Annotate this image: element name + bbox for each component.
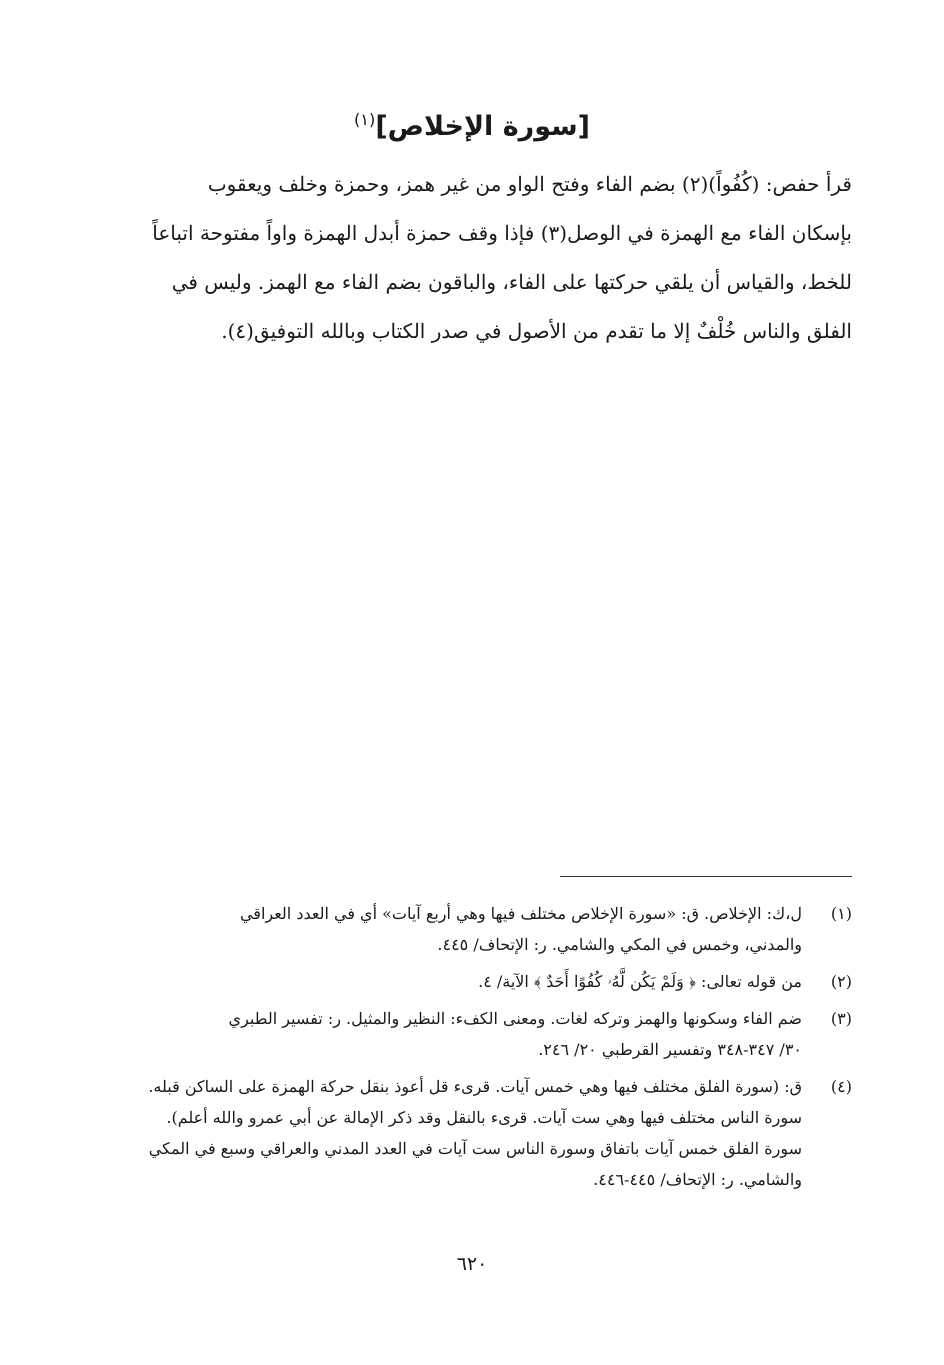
footnote-line: ٣٠/ ٣٤٧-٣٤٨ وتفسير القرطبي ٢٠/ ٢٤٦. bbox=[538, 1040, 802, 1059]
main-text-line: قرأ حفص: (كُفُواً)(٢) بضم الفاء وفتح الواو من غير همز، وحمزة وخلف ويعقوب bbox=[207, 172, 852, 196]
footnote-line: سورة الناس مختلف فيها وهي ست آيات. قرىء بالنقل وقد ذكر الإمالة عن أبي عمرو والله أعلم). bbox=[166, 1108, 802, 1127]
surah-title-text: [سورة الإخلاص] bbox=[375, 111, 591, 142]
footnote-number: (٢) bbox=[830, 972, 852, 991]
footnote-line: ل،ك: الإخلاص. ق: «سورة الإخلاص مختلف فيها وهي أربع آيات» أي في العدد العراقي bbox=[239, 904, 802, 923]
footnote-line: ضم الفاء وسكونها والهمز وتركه لغات. ومعنى الكفء: النظير والمثيل. ر: تفسير الطبري bbox=[228, 1009, 802, 1028]
main-text-line: بإسكان الفاء مع الهمزة في الوصل(٣) فإذا وقف حمزة أبدل الهمزة واواً مفتوحة اتباعاً bbox=[152, 221, 852, 245]
title-footnote-marker: (١) bbox=[353, 110, 376, 129]
surah-title bbox=[0, 100, 944, 147]
footnote-number: (٤) bbox=[830, 1077, 852, 1096]
footnote-text bbox=[82, 1003, 802, 1065]
footnote-item bbox=[82, 1071, 852, 1195]
footnote-separator bbox=[560, 876, 852, 877]
footnote-number: (١) bbox=[830, 904, 852, 923]
footnote-text bbox=[82, 1071, 802, 1195]
footnote-number: (٣) bbox=[830, 1009, 852, 1028]
footnote-text bbox=[82, 898, 802, 960]
footnote-item bbox=[82, 898, 852, 960]
footnote-line: والشامي. ر: الإتحاف/ ٤٤٥-٤٤٦. bbox=[593, 1170, 802, 1189]
footnote-item bbox=[82, 966, 852, 997]
page-number: ٦٢٠ bbox=[456, 1253, 488, 1275]
main-text-line: للخط، والقياس أن يلقي حركتها على الفاء، والباقون بضم الفاء مع الهمز. وليس في bbox=[171, 270, 852, 294]
footnote-line: سورة الفلق خمس آيات باتفاق وسورة الناس ست آيات في العدد المدني والعراقي وسبع في المكي bbox=[148, 1139, 802, 1158]
footnote-line: من قوله تعالى: ﴿ وَلَمْ يَكُن لَّهُۥ كُفُوًا أَحَدٌ ﴾ الآية/ ٤. bbox=[478, 972, 802, 991]
main-text-line: الفلق والناس خُلْفٌ إلا ما تقدم من الأصول في صدر الكتاب وبالله التوفيق(٤). bbox=[221, 319, 852, 343]
footnote-item bbox=[82, 1003, 852, 1065]
footnote-text bbox=[82, 966, 802, 997]
footnotes bbox=[82, 898, 852, 1201]
footnote-line: والمدني، وخمس في المكي والشامي. ر: الإتحاف/ ٤٤٥. bbox=[437, 935, 802, 954]
main-text bbox=[90, 160, 852, 356]
footnote-line: ق: (سورة الفلق مختلف فيها وهي خمس آيات. قرىء قل أعوذ بنقل حركة الهمزة على الساكن قبله. bbox=[148, 1077, 802, 1096]
